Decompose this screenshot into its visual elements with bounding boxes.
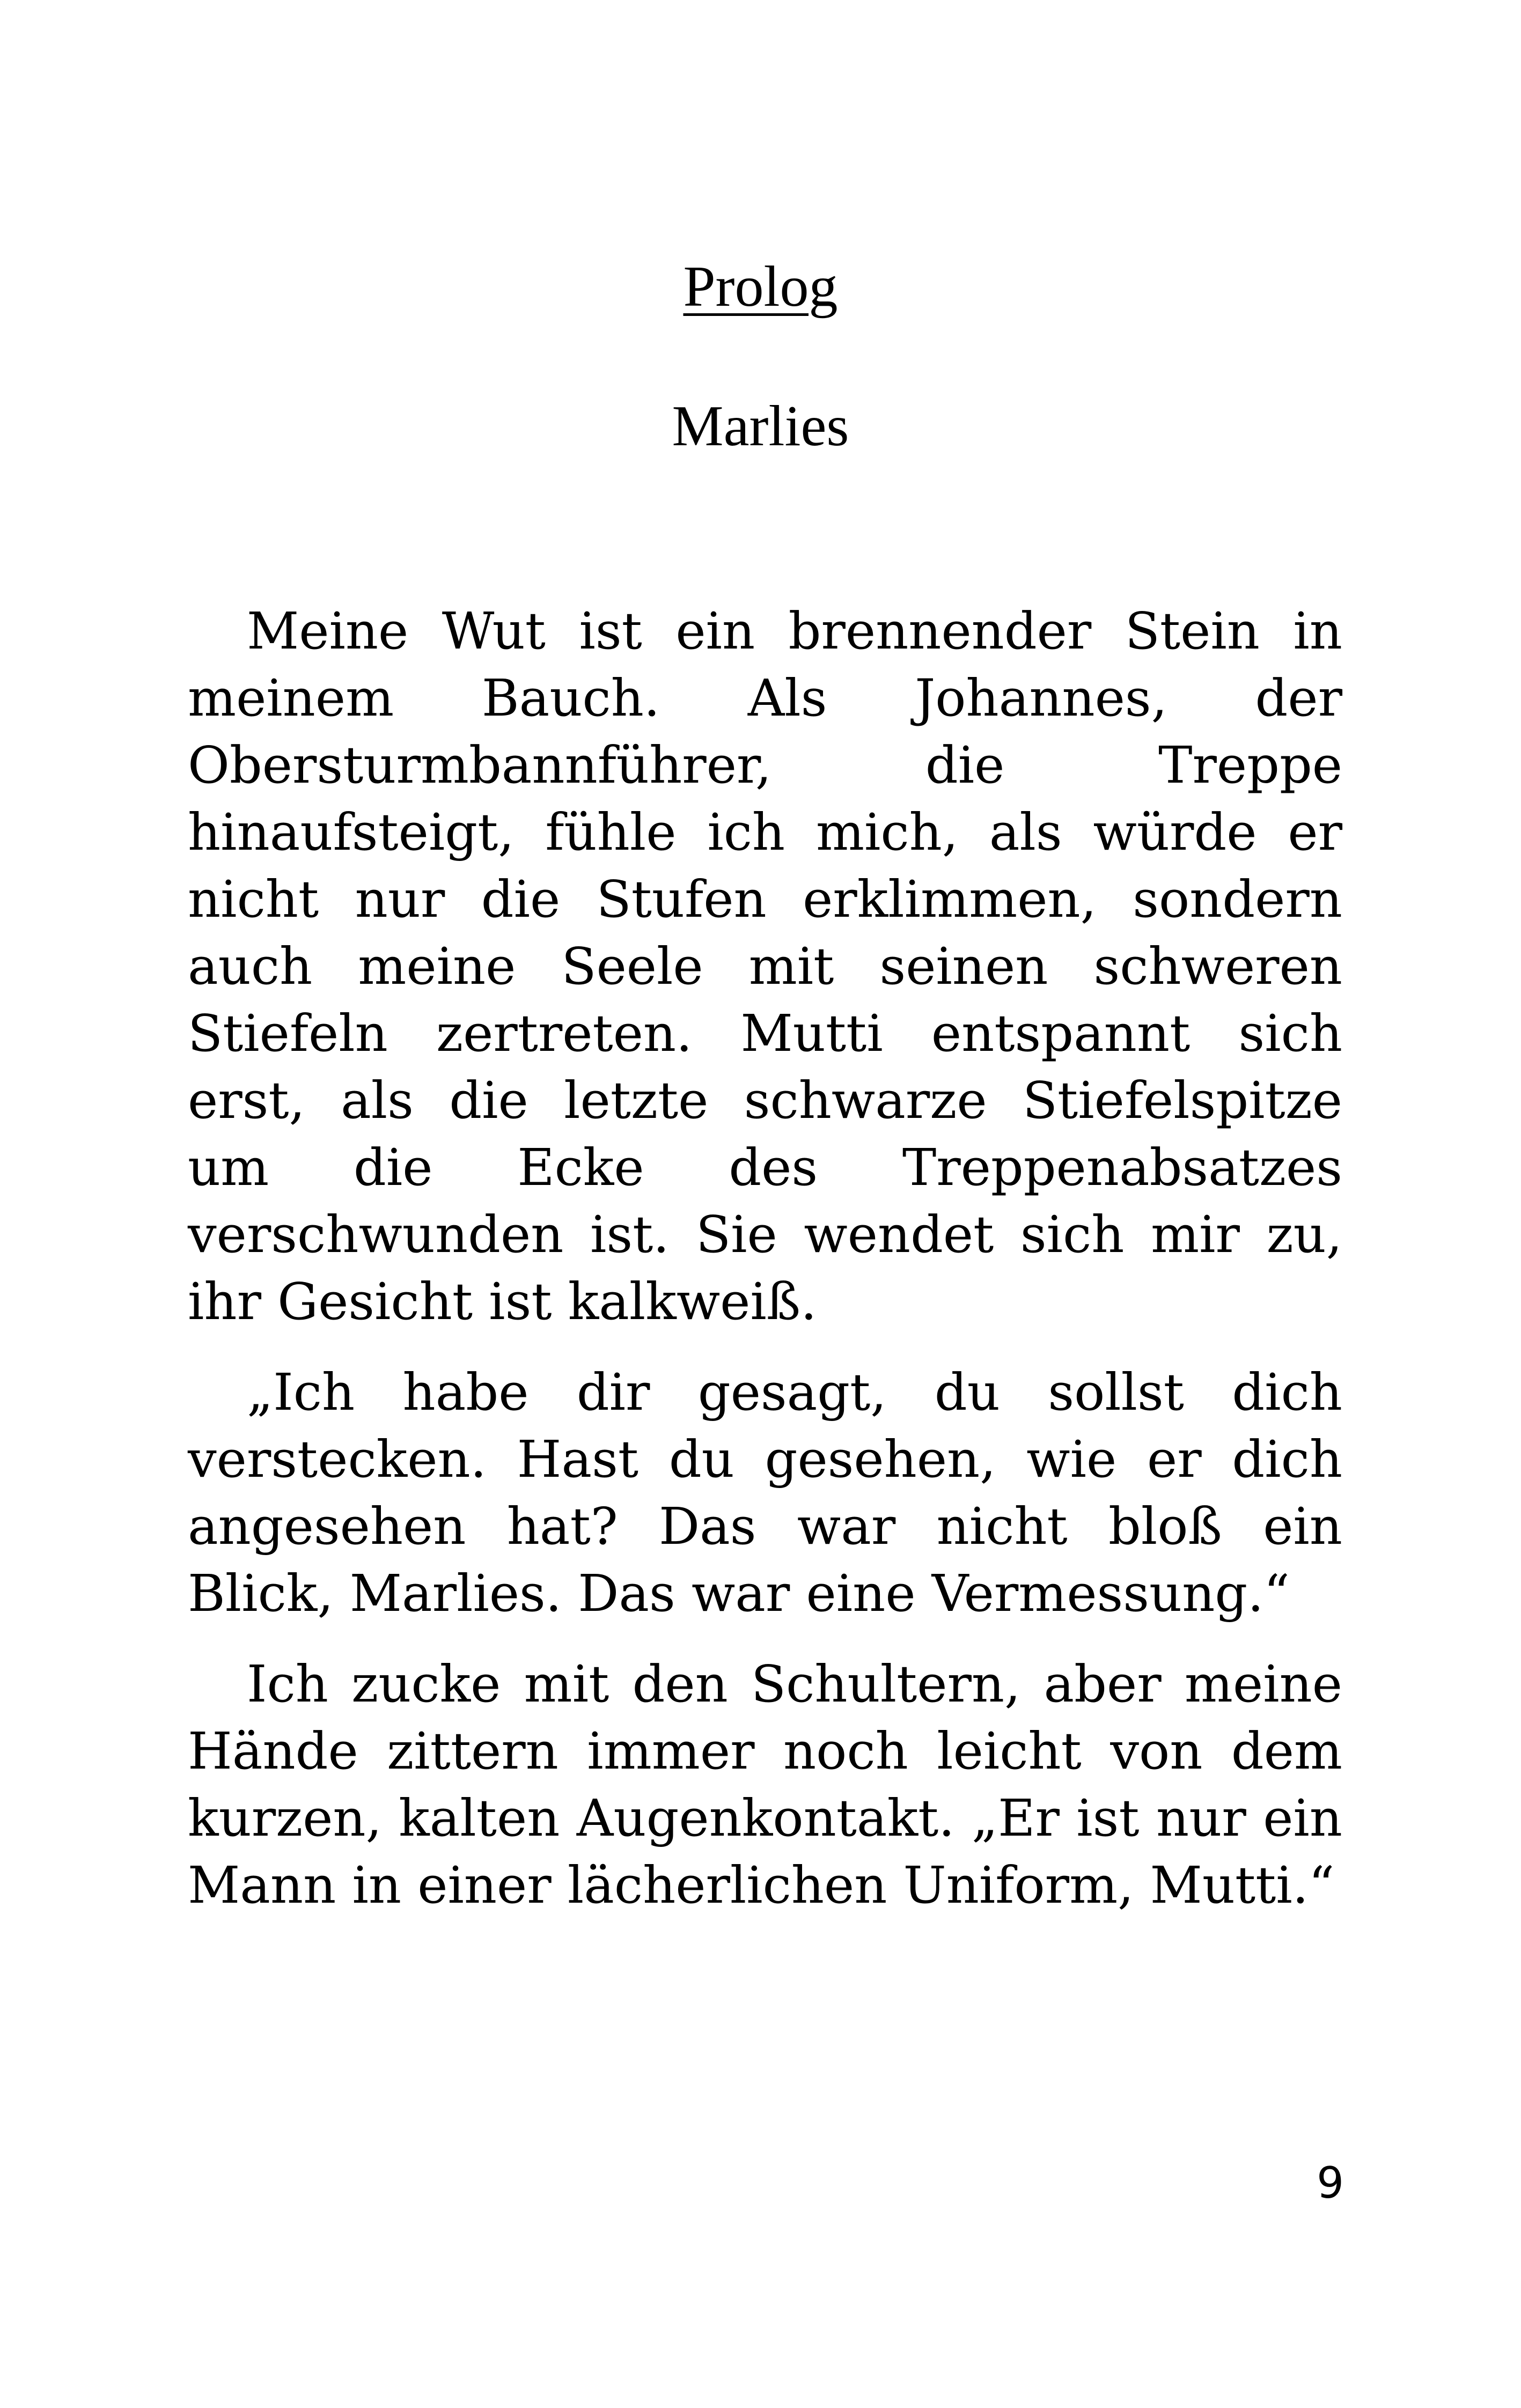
chapter-subtitle: Marlies [672,394,849,458]
paragraph: „Ich habe dir gesagt, du sollst dich verstecken. Hast du gesehen, wie er dich angesehen hat? Das war nicht bloß ein Blick, Marlies. Das war eine Vermessung.“ [188,1363,1342,1623]
page-number: 9 [1317,2158,1344,2208]
paragraph: Meine Wut ist ein brennender Stein in meinem Bauch. Als Johannes, der Obersturmbannführer, die Treppe hinaufsteigt, fühle ich mich, als würde er nicht nur die Stufen erklimmen, sondern auch meine Seele mit seinen schweren Stiefeln zertreten. Mutti entspannt sich erst, als die letzte schwarze Stiefelspitze um die Ecke des Treppenabsatzes verschwunden ist. Sie wendet sich mir zu, ihr Gesicht ist kalkweiß. [188,602,1342,1331]
chapter-title-text: Prolog [683,255,838,319]
chapter-title [0,252,1521,322]
paragraph: Ich zucke mit den Schultern, aber meine Hände zittern immer noch leicht von dem kurzen, kalten Augenkontakt. „Er ist nur ein Mann in einer lächerlichen Uniform, Mutti.“ [188,1655,1342,1915]
body-text [188,598,1342,1943]
